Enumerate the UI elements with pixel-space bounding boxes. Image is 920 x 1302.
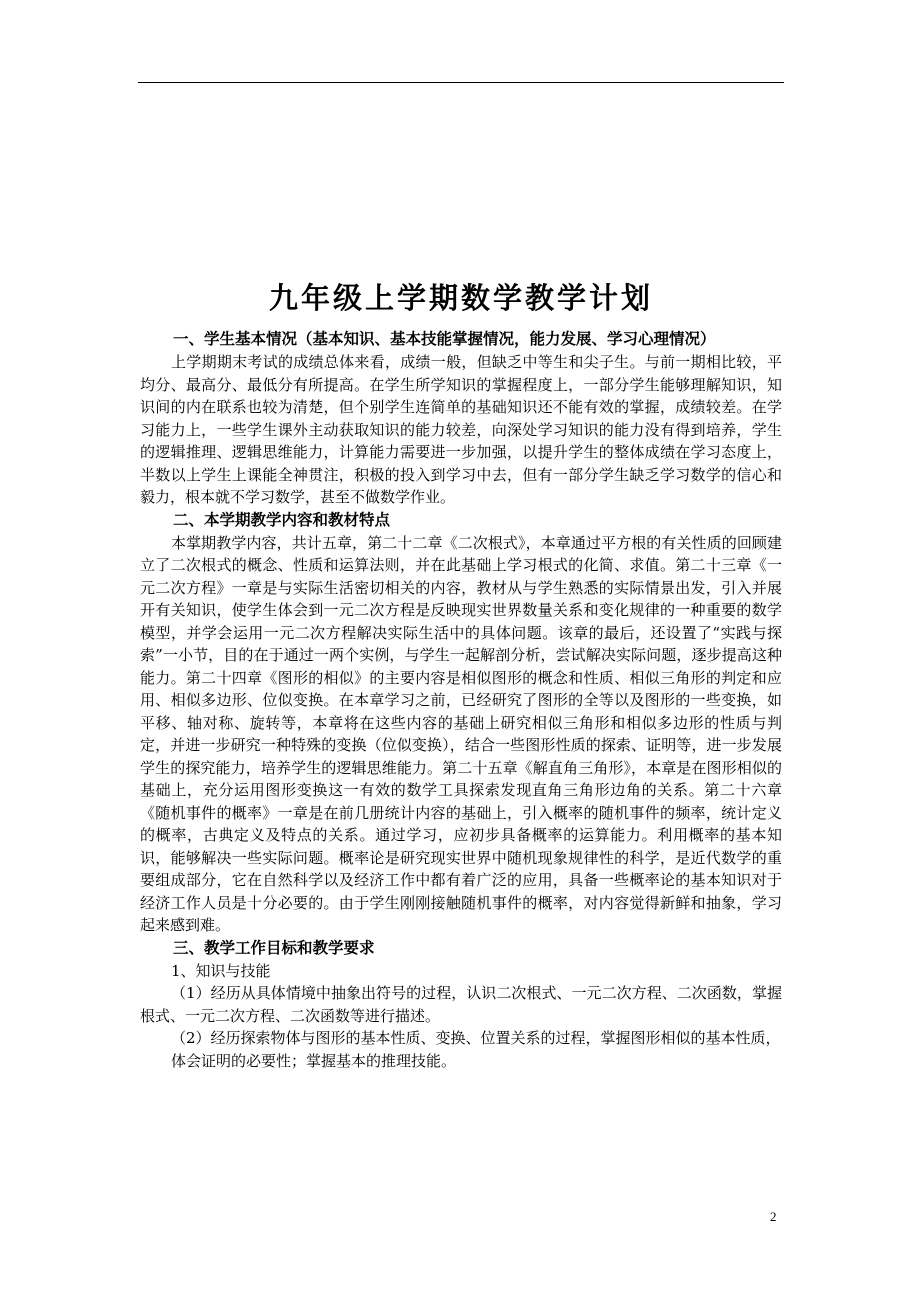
section-body-1: 上学期期末考试的成绩总体来看，成绩一般，但缺乏中等生和尖子生。与前一期相比较，平均分、最高分、最低分有所提高。在学生所学知识的掌握程度上，一部分学生能够理解知识，知识间的内在联系也较为清楚，但个别学生连简单的基础知识还不能有效的掌握，成绩较差。在学习能力上，一些学生课外主动获取知识的能力较差，向深处学习知识的能力没有得到培养，学生的逻辑推理、逻辑思维能力，计算能力需要进一步加强，以提升学生的整体成绩在学习态度上，半数以上学生上课能全神贯注，积极的投入到学习中去，但有一部分学生缺乏学习数学的信心和毅力，根本就不学习数学，甚至不做数学作业。: [140, 353, 782, 506]
list-item: （2）经历探索物体与图形的基本性质、变换、位置关系的过程，掌握图形相似的基本性质，: [171, 1029, 781, 1047]
document-body: [140, 276, 782, 1072]
subsection-knowledge-skills: 1、知识与技能: [171, 961, 271, 980]
page-number: 2: [770, 1209, 777, 1224]
document-title: 九年级上学期数学教学计划: [268, 281, 653, 315]
list-item: （1）经历从具体情境中抽象出符号的过程，认识二次根式、一元二次方程、二次函数，掌握根式、一元二次方程、二次函数等进行描述。: [140, 984, 782, 1025]
section-heading-3: 三、教学工作目标和教学要求: [173, 938, 375, 957]
header-rule: [138, 82, 784, 83]
section-heading-1: 一、学生基本情况（基本知识、基本技能掌握情况，能力发展、学习心理情况）: [173, 330, 716, 348]
section-body-2: 本掌期教学内容，共计五章，第二十二章《二次根式》，本章通过平方根的有关性质的回顾建立了二次根式的概念、性质和运算法则，并在此基础上学习根式的化简、求值。第二十三章《一元二次方程》一章是与实际生活密切相关的内容，教材从与学生熟悉的实际情景出发，引入并展开有关知识，使学生体会到一元二次方程是反映现实世界数量关系和变化规律的一种重要的数学模型，并学会运用一元二次方程解决实际生活中的具体问题。该章的最后，还设置了“实践与探索”一小节，目的在于通过一两个实例，与学生一起解剖分析，尝试解决实际问题，逐步提高这种能力。第二十四章《图形的相似》的主要内容是相似图形的概念和性质、相似三角形的判定和应用、相似多边形、位似变换。在本章学习之前，已经研究了图形的全等以及图形的一些变换，如平移、轴对称、旋转等，本章将在这些内容的基础上研究相似三角形和相似多边形的性质与判定，并进一步研究一种特殊的变换（位似变换），结合一些图形性质的探索、证明等，进一步发展学生的探究能力，培养学生的逻辑思维能力。第二十五章《解直角三角形》，本章是在图形相似的基础上，充分运用图形变换这一有效的数学工具探索发现直角三角形边角的关系。第二十六章《随机事件的概率》一章是在前几册统计内容的基础上，引入概率的随机事件的频率，统计定义的概率，古典定义及特点的关系。通过学习，应初步具备概率的运算能力。利用概率的基本知识，能够解决一些实际问题。概率论是研究现实世界中随机现象规律性的科学，是近代数学的重要组成部分，它在自然科学以及经济工作中都有着广泛的应用，具备一些概率论的基本知识对于经济工作人员是十分必要的。由于学生刚刚接触随机事件的概率，对内容觉得新鲜和抽象，学习起来感到难。: [140, 533, 782, 934]
list-item-continuation: 体会证明的必要性；掌握基本的推理技能。: [171, 1051, 457, 1070]
section-heading-2: 二、本学期教学内容和教材特点: [173, 510, 391, 529]
